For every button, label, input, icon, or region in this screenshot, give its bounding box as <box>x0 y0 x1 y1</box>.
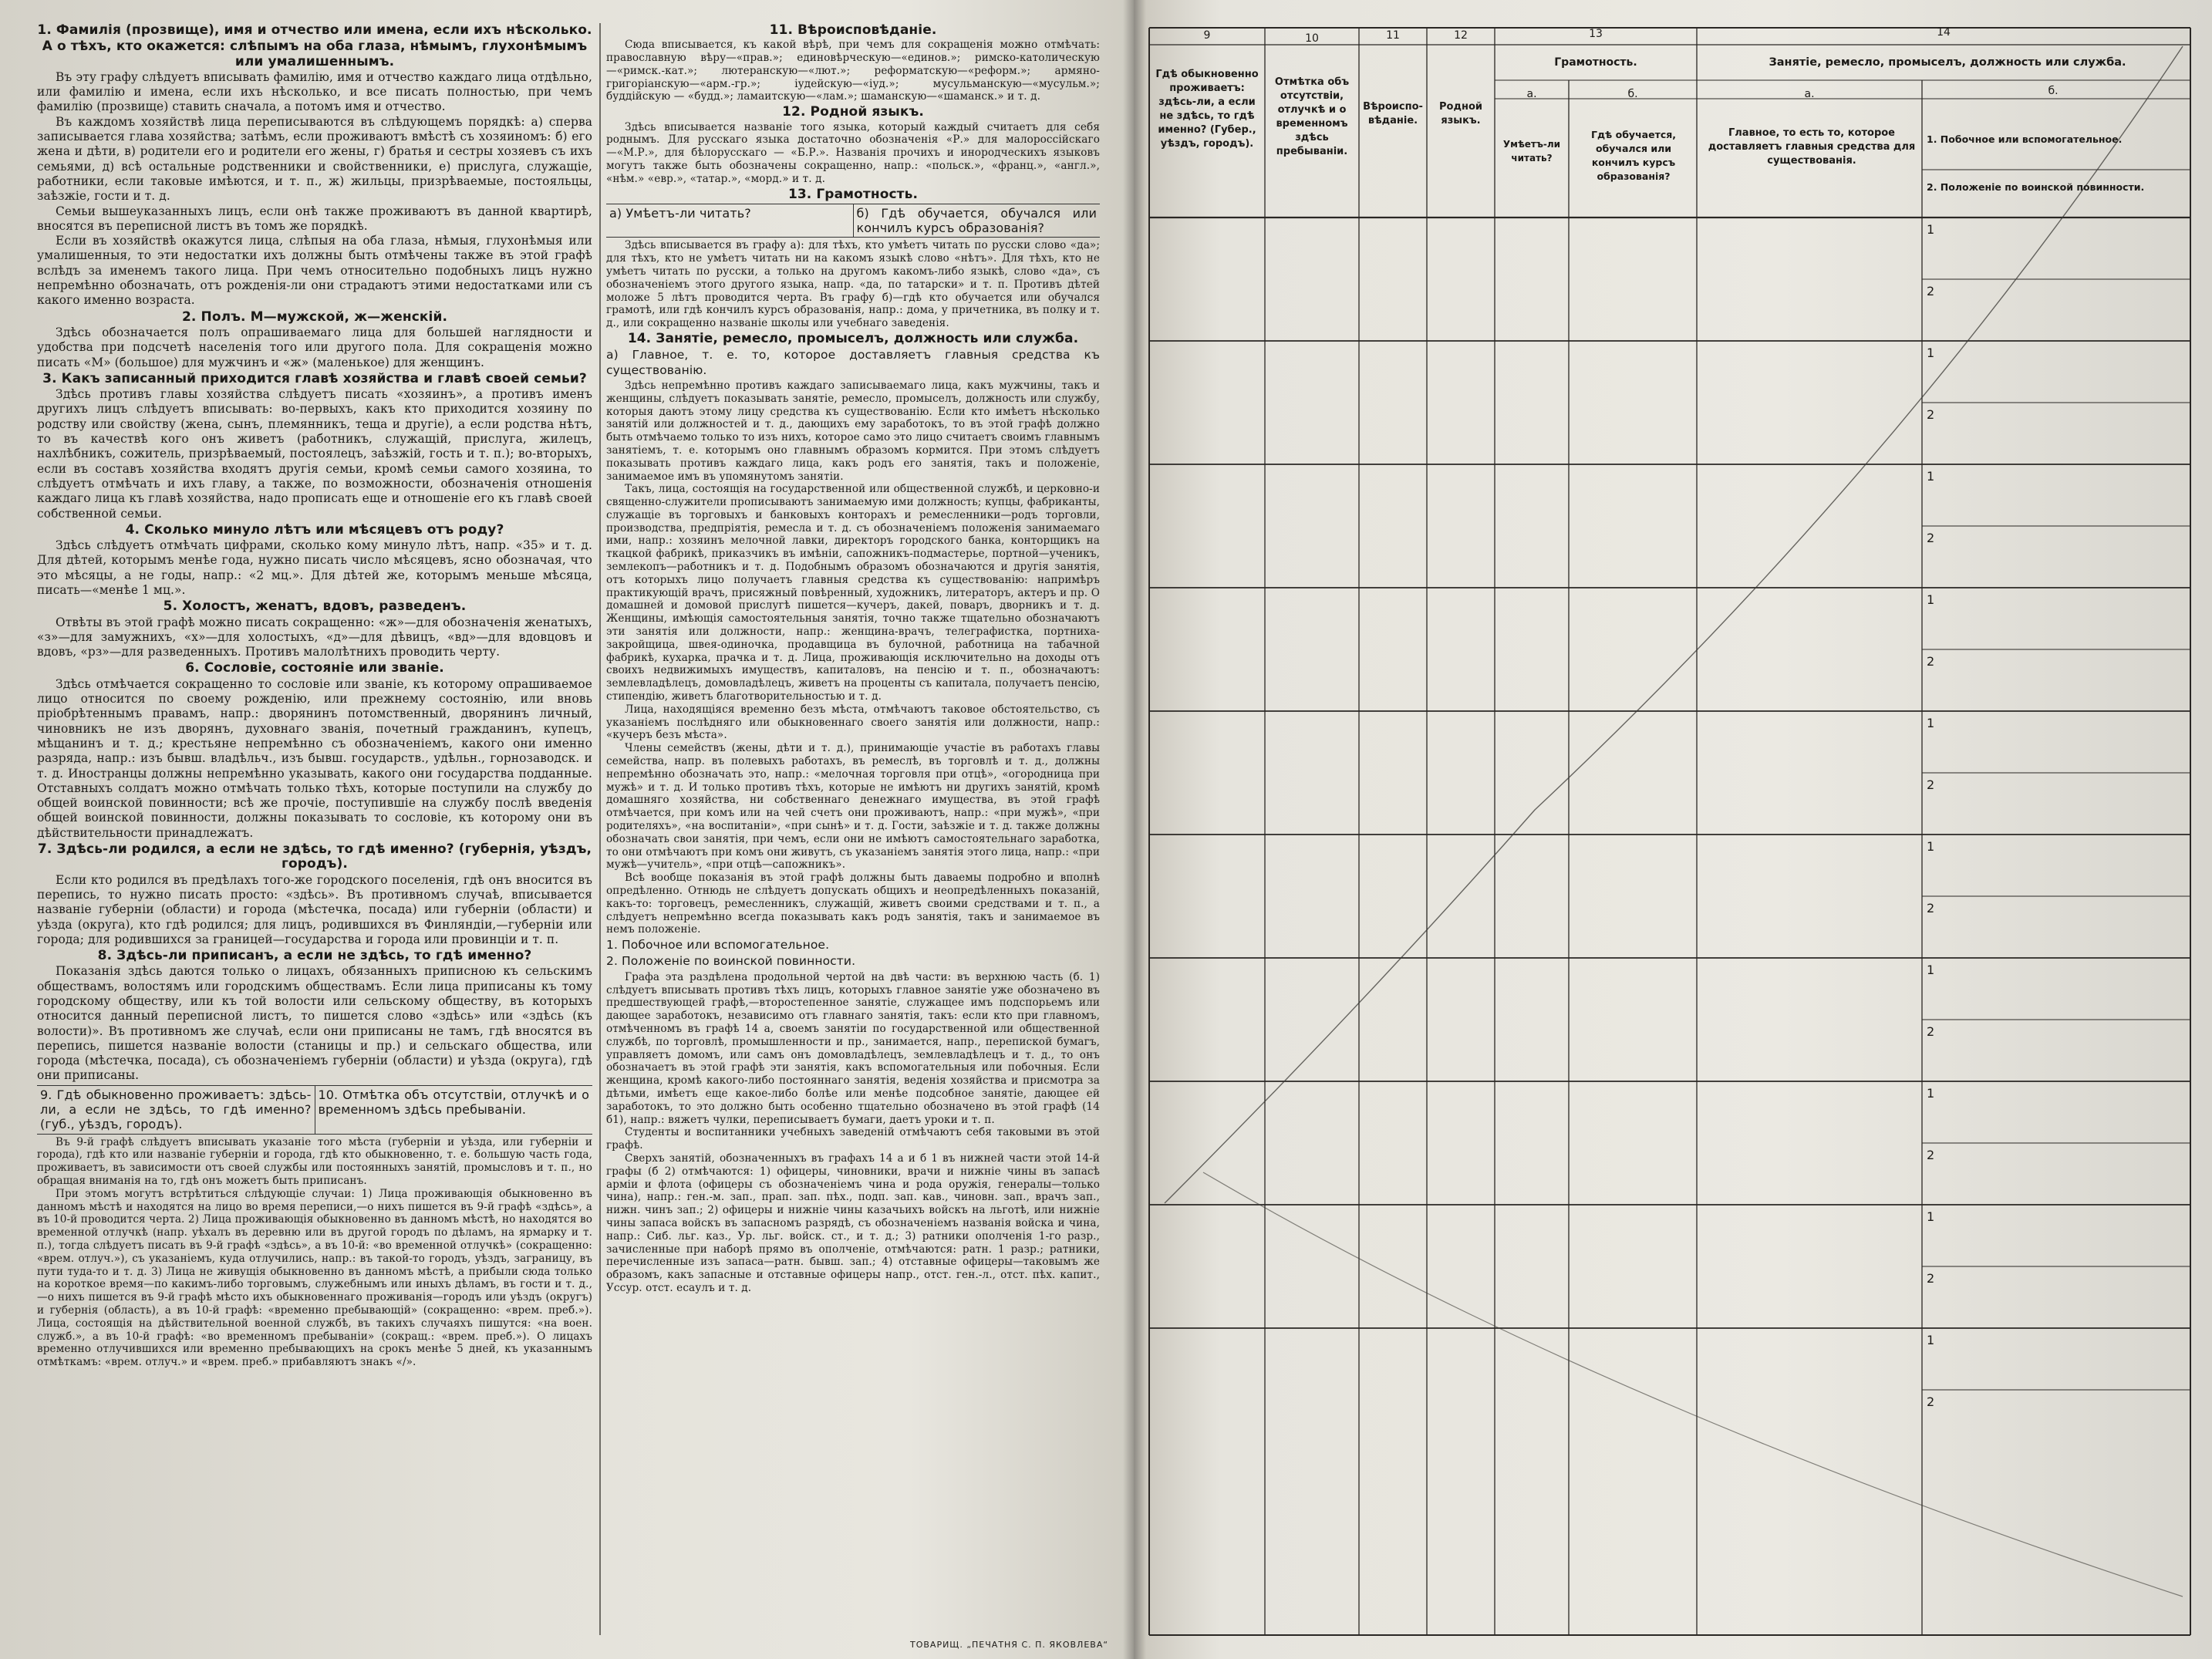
instructions-column-1 <box>37 22 592 1369</box>
section-14-text: Студенты и воспитанники учебныхъ заведеній отмѣчаютъ себя таковыми въ этой графѣ. <box>606 1126 1100 1152</box>
column-9-header: Гдѣ обыкновенно проживаетъ: здѣсь-ли, а если не здѣсь, то гдѣ именно? (Губер., уѣздъ, городъ). <box>1155 69 1259 150</box>
section-1-subheading: А о тѣхъ, кто окажется: слѣпымъ на оба глаза, нѣмымъ, глухонѣмымъ или умалишеннымъ. <box>42 39 588 69</box>
column-divider <box>599 23 601 1635</box>
section-5-heading: 5. Холостъ, женатъ, вдовъ, разведенъ. <box>163 599 467 615</box>
row-marker: 2 <box>1927 654 1935 669</box>
section-8-text: Показанія здѣсь даются только о лицахъ, обязанныхъ приписною къ сельскимъ обществамъ, волостямъ или городскимъ обществамъ. Если лица приписаны къ тому городскому обществу, или къ той волости или сельскому обществу, въ которыхъ относится данный переписной листъ, то пишется слово «здѣсь» или «здѣсь (къ волости)». Въ противномъ же случаѣ, если они приписаны не тамъ, гдѣ вносятся въ перепись, пишется названіе волости (станицы и пр.) и сельскаго общества, или города (мѣстечка, посада), съ обозначеніемъ губерніи (области) и уѣзда (округа), гдѣ они приписаны. <box>37 964 592 1083</box>
row-marker: 1 <box>1927 716 1935 730</box>
section-5-text: Отвѣты въ этой графѣ можно писать сокращенно: «ж»—для обозначенія женатыхъ, «з»—для замужнихъ, «х»—для холостыхъ, «д»—для дѣвицъ, «вд»—для вдовцовъ и вдовъ, «рз»—для разведенныхъ. Противъ малолѣтнихъ проводить черту. <box>37 615 592 659</box>
row-marker: 2 <box>1927 1394 1935 1409</box>
column-12-header: Родной языкъ. <box>1439 101 1482 126</box>
census-table-grid <box>1134 0 2212 1659</box>
column-13-header: Грамотность. <box>1554 56 1637 69</box>
section-12-heading: 12. Родной языкъ. <box>782 104 924 120</box>
column-13b-letter: б. <box>1627 88 1638 100</box>
census-table-page <box>1134 0 2212 1659</box>
section-14b2-heading: 2. Положеніе по воинской повинности. <box>606 954 856 969</box>
section-6-heading: 6. Сословіе, состояніе или званіе. <box>185 660 444 676</box>
section-4-heading: 4. Сколько минуло лѣтъ или мѣсяцевъ отъ роду? <box>125 521 504 538</box>
section-14-text: Члены семействъ (жены, дѣти и т. д.), принимающіе участіе въ работахъ главы семейства, напр. въ полевыхъ работахъ, въ ремеслѣ, въ торговлѣ и т. д., должны непремѣнно обозначать это, напр.: «мелочная торговля при отцѣ», «огородница при мужѣ» и т. д. И только противъ тѣхъ, которые не имѣютъ ни другихъ занятій, кромѣ домашняго хозяйства, ни собственнаго денежнаго имущества, въ этой графѣ отмѣчается, при комъ или на чей счетъ они проживаютъ, напр.: «при мужѣ», «при родителяхъ», «на воспитаніи», «при сынѣ» и т. д. Гости, заѣзжіе и т. д. также должны обозначать свои занятія, при чемъ, если они не имѣютъ самостоятельнаго заработка, то они отмѣчаютъ при комъ они живутъ, съ указаніемъ занятія этого лица, напр.: «при мужѣ—учитель», «при отцѣ—сапожникъ». <box>606 742 1100 872</box>
column-number-14: 14 <box>1937 26 1951 39</box>
column-14-header: Занятіе, ремесло, промыселъ, должность или служба. <box>1769 56 2126 69</box>
row-marker: 2 <box>1927 1148 1935 1162</box>
section-13-heading: 13. Грамотность. <box>787 186 919 202</box>
instructions-column-2 <box>606 22 1100 1295</box>
column-10-header: Отмѣтка объ отсутствіи, отлучкѣ и о временномъ здѣсь пребываніи. <box>1274 76 1350 157</box>
row-marker: 2 <box>1927 901 1935 915</box>
section-10-heading: 10. Отмѣтка объ отсутствіи, отлучкѣ и о временномъ здѣсь пребываніи. <box>318 1087 589 1118</box>
column-14a-header: Главное, то есть то, которое доставляетъ главныя средства для существованія. <box>1708 127 1916 167</box>
section-14-heading: 14. Занятіе, ремесло, промыселъ, должность или служба. <box>627 331 1079 347</box>
section-1-text: Въ каждомъ хозяйствѣ лица переписываются въ слѣдующемъ порядкѣ: а) сперва записывается глава хозяйства; затѣмъ, если проживаютъ вмѣстѣ съ хозяиномъ: б) его жена и дѣти, в) родители его и родители его жены, г) братья и сестры хозяевъ съ ихъ семьями, д) всѣ остальные родственники и свойственники, е) прислуга, служащіе, работники, если таковые имѣются, и т. п., ж) жильцы, призрѣваемые, постояльцы, заѣзжіе, гости и т. д. <box>37 114 592 204</box>
column-14b1-header: 1. Побочное или вспомогательное. <box>1927 133 2123 145</box>
column-14a-letter: а. <box>1804 88 1815 100</box>
column-13a-header: Умѣетъ-ли читать? <box>1502 139 1561 164</box>
row-marker: 1 <box>1927 963 1935 977</box>
section-1-text: Семьи вышеуказанныхъ лицъ, если онѣ также проживаютъ въ данной квартирѣ, вносятся въ переписной листъ въ томъ же порядкѣ. <box>37 204 592 233</box>
section-11-heading: 11. Вѣроисповѣданіе. <box>769 22 937 38</box>
section-13-text: Здѣсь вписывается въ графу а): для тѣхъ, кто умѣетъ читать по русски слово «да»; для тѣхъ, кто не умѣетъ читать ни на какомъ языкѣ слово «нѣтъ». Для тѣхъ, кто не умѣетъ читать по русски, а только на другомъ какомъ-либо языкѣ, слово «да», съ обозначеніемъ этого другого языка, напр. «да, по татарски» и т. п. Противъ дѣтей моложе 5 лѣтъ проводится черта. Въ графу б)—гдѣ кто обучается или обучался грамотѣ, или гдѣ кончилъ курсъ образованія, напр.: дома, у причетника, въ полку и т. д., или сокращенно названіе школы или учебнаго заведенія. <box>606 239 1100 330</box>
section-1-text: Въ эту графу слѣдуетъ вписывать фамилію, имя и отчество каждаго лица отдѣльно, или фамилію и имена, если ихъ нѣсколько, и все писать полностью, при чемъ фамилію (прозвище) ставить сначала, а потомъ имя и отчество. <box>37 69 592 114</box>
column-13a-letter: а. <box>1526 88 1537 100</box>
column-number-12: 12 <box>1454 29 1468 42</box>
row-marker: 2 <box>1927 284 1935 298</box>
section-6-text: Здѣсь отмѣчается сокращенно то сословіе или званіе, къ которому опрашиваемое лицо относится по своему рожденію, или прежнему состоянію, или вновь пріобрѣтеннымъ правамъ, напр.: дворянинъ потомственный, дворянинъ личный, чиновникъ не изъ дворянъ, духовнаго званія, почетный гражданинъ, купецъ, мѣщанинъ и т. д.; крестьяне непремѣнно съ обозначеніемъ, какого они именно разряда, напр.: изъ бывш. владѣльч., изъ бывш. государств., удѣльн., горнозаводск. и т. д. Иностранцы должны непремѣнно указывать, какого они государства подданные. Отставныхъ солдатъ можно отмѣчать только тѣхъ, которые поступили на службу до общей воинской повинности; всѣ же прочіе, поступившіе на службу послѣ введенія общей воинской повинности, должны показывать то сословіе, къ которому они въ дѣйствительности принадлежатъ. <box>37 676 592 840</box>
row-marker: 1 <box>1927 222 1935 237</box>
row-marker: 1 <box>1927 1333 1935 1347</box>
section-11-text: Сюда вписывается, къ какой вѣрѣ, при чемъ для сокращенія можно отмѣчать: православную вѣру—«прав.»; единовѣрческую—«единов.»; римско-католическую—«римск.-кат.»; лютеранскую—«лют.»; реформатскую—«реформ.»; армяно-григоріанскую—«арм.-гр.»; іудейскую—«іуд.»; мусульманскую—«мусульм.»; буддійскую — «будд.»; ламаитскую—«лам.»; шаманскую—«шаманск.» и т. д. <box>606 39 1100 103</box>
section-14-text: Сверхъ занятій, обозначенныхъ въ графахъ 14 а и б 1 въ нижней части этой 14-й графы (б 2) отмѣчаются: 1) офицеры, чиновники, врачи и нижніе чины въ запасѣ арміи и флота (офицеры съ обозначеніемъ чина и рода оружія, генералы—только чина), напр.: ген.-м. зап., прап. зап. пѣх., подп. зап. кав., чиновн. зап., врачъ зап., нижн. чинъ зап.; 2) офицеры и нижніе чины казачьихъ войскъ на льготѣ, или нижніе чины запаса войскъ въ запасномъ разрядѣ, съ обозначеніемъ названія войска и чина, напр.: Сиб. льг. каз., Ур. льг. войск. ст., и т. д.; 3) ратники ополченія 1-го разр., зачисленные при наборѣ прямо въ ополченіе, отмѣчаются: ратн. 1 разр.; ратники, перечисленные изъ запаса—ратн. бывш. зап.; 4) отставные офицеры—таковымъ же образомъ, какъ запасные и отставные офицеры напр., отст. ген.-л., отст. пѣх. капит., Уссур. отст. есаулъ и т. д. <box>606 1152 1100 1294</box>
section-14-text: Всѣ вообще показанія въ этой графѣ должны быть даваемы подробно и вполнѣ опредѣленно. Отнюдь не слѣдуетъ допускать общихъ и неопредѣленныхъ показаній, какъ-то: торговецъ, ремесленникъ, служащій, живетъ своими средствами и т. п., а слѣдуетъ непремѣнно всегда показывать какъ родъ занятія, такъ и занимаемое въ немъ положеніе. <box>606 872 1100 936</box>
section-1-text: Если въ хозяйствѣ окажутся лица, слѣпыя на оба глаза, нѣмыя, глухонѣмыя или умалишенныя, то эти недостатки ихъ должны быть отмѣчены также въ этой графѣ вслѣдъ за именемъ такого лица. При чемъ относительно подобныхъ лицъ нужно непремѣнно обозначать, отъ рожденія-ли они страдаютъ этими недостатками или съ какого именно возраста. <box>37 234 592 308</box>
row-marker: 1 <box>1927 1086 1935 1101</box>
column-11-header: Вѣроиспо-вѣданіе. <box>1363 101 1423 126</box>
section-9-text: При этомъ могутъ встрѣтиться слѣдующіе случаи: 1) Лица проживающія обыкновенно въ данномъ мѣстѣ и находятся на лицо во время переписи,—о нихъ пишется въ 9-й графѣ «здѣсь», а въ 10-й проводится черта. 2) Лица проживающія обыкновенно въ данномъ мѣстѣ, но находятся во временной отлучкѣ (напр. уѣхалъ въ деревню или въ другой городъ по дѣламъ, на ярмарку и т. п.), тогда слѣдуетъ писать въ 9-й графѣ «здѣсь», а въ 10-й: «во временной отлучкѣ» (сокращенно: «врем. отлуч.»), съ указаніемъ, куда отлучились, напр.: въ такой-то городъ, уѣздъ, заграницу, въ пути туда-то и т. д. 3) Лица не живущія обыкновенно въ данномъ мѣстѣ, а прибыли сюда только на короткое время—по какимъ-либо торговымъ, служебнымъ или иныхъ дѣламъ, въ гости и т. д.,—о нихъ пишется въ 9-й графѣ мѣсто ихъ обыкновеннаго проживанія—городъ или уѣздъ (округъ) и губернія (область), а въ 10-й графѣ: «временно пребывающій» (сокращенно: «врем. преб.»). Лица, состоящія на дѣйствительной военной службѣ, въ такихъ случаяхъ пишутся: «на воен. служб.», а въ 10-й графѣ: «во временномъ пребываніи» (сокращ.: «врем. преб.»). О лицахъ временно отлучившихся или временно пребывающихъ на срокъ менѣе 5 дней, къ указаннымъ отмѣткамъ: «врем. отлуч.» и «врем. преб.» прибавляютъ знакъ «/». <box>37 1187 592 1369</box>
column-14b2-header: 2. Положеніе по воинской повинности. <box>1927 181 2145 193</box>
section-4-text: Здѣсь слѣдуетъ отмѣчать цифрами, сколько кому минуло лѣтъ, напр. «35» и т. д. Для дѣтей, которымъ менѣе года, нужно писать число мѣсяцевъ, ясно обозначая, что это мѣсяцы, а не годы, напр.: «2 мц.». Для дѣтей же, которымъ меньше мѣсяца, писать—«менѣе 1 мц.». <box>37 538 592 597</box>
row-marker: 1 <box>1927 839 1935 854</box>
section-7-text: Если кто родился въ предѣлахъ того-же городского поселенія, гдѣ онъ вносится въ перепись, то нужно писать просто: «здѣсь». Въ противномъ случаѣ, вписывается названіе губерніи (области) и города (мѣстечка, посада) или губерніи (области) и уѣзда (округа), кто гдѣ родился; для лицъ, родившихся въ Финляндіи,—губерніи или города; для родившихся за границей—государства и города или провинціи и т. п. <box>37 872 592 946</box>
pencil-diagonal-stroke <box>1165 46 2183 1203</box>
column-number-9: 9 <box>1203 29 1211 42</box>
section-14-text: Здѣсь непремѣнно противъ каждаго записываемаго лица, какъ мужчины, такъ и женщины, слѣдуетъ показывать занятіе, ремесло, промыселъ, должность или службу, которыя даютъ этому лицу средства къ существованію. Если кто имѣетъ нѣсколько занятій или должностей и т. д., дающихъ ему заработокъ, то въ этой графѣ должно быть отмѣчаемо только то изъ нихъ, которое само это лицо считаетъ своимъ главнымъ занятіемъ, т. е. которымъ оно главнымъ образомъ кормится. При этомъ слѣдуетъ показывать противъ каждаго лица, какъ родъ его занятія, такъ и положеніе, занимаемое имъ въ упомянутомъ занятіи. <box>606 379 1100 483</box>
section-14-text: Такъ, лица, состоящія на государственной или общественной службѣ, и церковно-и священно-служители прописываютъ занимаемую ими должность; купцы, фабриканты, служащіе въ торговыхъ и банковыхъ конторахъ и ремесленники—родъ торговли, производства, предпріятія, ремесла и т. д. съ обозначеніемъ положенія занимаемаго ими, напр.: хозяинъ мелочной лавки, директоръ городского банка, конторщикъ на ткацкой фабрикѣ, приказчикъ въ имѣніи, сапожникъ-подмастерье, портной—ученикъ, землекопъ—работникъ и т. д. Подобнымъ образомъ обозначаются и другія занятія, отъ которыхъ лицо получаетъ главныя средства къ существованію: напримѣръ практикующій врачъ, присяжный повѣренный, художникъ, литераторъ, актеръ и пр. О домашней и домовой прислугѣ пишется—кучеръ, дакей, поваръ, дворникъ и т. д. Женщины, имѣющія самостоятельныя занятія, точно также тщательно обозначаютъ эти занятія или должности, напр.: женщина-врачъ, телеграфистка, портниха-закройщица, швея-одиночка, продавщица въ булочной, работница на табачной фабрикѣ, кухарка, прачка и т. д. Лица, проживающія исключительно на доходы отъ своихъ недвижимыхъ имуществъ, капиталовъ, на пенсію и т. п., обозначаютъ: землевладѣлецъ, домовладѣлецъ, живетъ на проценты съ капитала, получаетъ пенсію, стипендію, живетъ благотворительностью и т. д. <box>606 483 1100 703</box>
row-marker: 2 <box>1927 1024 1935 1039</box>
row-marker: 2 <box>1927 407 1935 422</box>
row-marker: 1 <box>1927 469 1935 484</box>
section-2-heading: 2. Полъ. М—мужской, ж—женскій. <box>181 309 448 325</box>
book-spine-shadow <box>1123 0 1146 1659</box>
row-marker: 1 <box>1927 346 1935 360</box>
section-3-text: Здѣсь противъ главы хозяйства слѣдуетъ писать «хозяинъ», а противъ именъ другихъ лицъ слѣдуетъ вписывать: во-первыхъ, какъ кто приходится хозяину по родству или свойству (жена, сынъ, племянникъ, теща и другіе), а если родства нѣтъ, то въ качествѣ кого онъ живетъ (работникъ, служащій, прислуга, жилецъ, нахлѣбникъ, сожитель, призрѣваемый, постоялецъ, заѣзжій, гость и т. п.); во-вторыхъ, если въ составъ хозяйства входятъ другія семьи, кромѣ семьи самого хозяина, то слѣдуетъ отмѣчать и ихъ главу, а также, по возможности, обозначенія отношенія каждаго лица къ главѣ хозяйства, надо прописать еще и отношеніе его къ главѣ своей собственной семьи. <box>37 387 592 521</box>
row-marker: 1 <box>1927 1209 1935 1224</box>
section-2-text: Здѣсь обозначается полъ опрашиваемаго лица для большей наглядности и удобства при подсчетѣ населенія того или другого пола. Для сокращенія можно писать «М» (большое) для мужчинъ и «ж» (маленькое) для женщинъ. <box>37 325 592 369</box>
pencil-diagonal-stroke <box>1203 1172 2183 1597</box>
section-12-text: Здѣсь вписывается названіе того языка, который каждый считаетъ для себя роднымъ. Для русскаго языка достаточно обозначенія «Р.» для малороссійскаго—«М.Р.», для бѣлорусскаго — «Б.Р.». Названія прочихъ и инородческихъ языковъ могутъ также быть обозначены сокращенно, напр.: «польск.», «франц.», «англ.», «нѣм.» «евр.», «татар.», «морд.» и т. д. <box>606 120 1100 185</box>
section-13-subheadings <box>606 204 1100 238</box>
column-number-10: 10 <box>1305 32 1319 45</box>
row-marker: 2 <box>1927 777 1935 792</box>
column-13b-header: Гдѣ обучается, обучался или кончилъ курсъ образованія? <box>1591 129 1676 182</box>
section-8-heading: 8. Здѣсь-ли приписанъ, а если не здѣсь, то гдѣ именно? <box>97 948 532 964</box>
column-number-13: 13 <box>1589 28 1603 40</box>
section-3-heading: 3. Какъ записанный приходится главѣ хозяйства и главѣ своей семьи? <box>42 370 587 386</box>
section-14-text: Графа эта раздѣлена продольной чертой на двѣ части: въ верхнюю часть (б. 1) слѣдуетъ вписывать противъ тѣхъ лицъ, которыхъ главное занятіе уже обозначено въ предшествующей графѣ,—второстепенное занятіе, служащее имъ подспорьемъ или дающее заработокъ, независимо отъ главнаго занятія, такъ: если кто при главномъ, отмѣченномъ въ графѣ 14 а, своемъ занятіи по государственной или общественной службѣ, по торговлѣ, промышленности и пр., занимается, напр., перепиской бумагъ, управляетъ домомъ, или самъ онъ домовладѣлецъ, землевладѣлецъ и т. д., то онъ обозначаетъ въ этой графѣ эти занятія, какъ вспомогательныя или побочныя. Если женщина, кромѣ какого-либо постояннаго занятія, веденія хозяйства и присмотра за дѣтьми, имѣетъ еще какое-либо болѣе или менѣе подсобное занятіе, дающее ей заработокъ, то это должно быть особенно тщательно обозначено въ этой графѣ (14 б1), напр.: вяжетъ чулки, переписываетъ бумаги, даетъ уроки и т. п. <box>606 970 1100 1126</box>
column-number-11: 11 <box>1386 29 1400 42</box>
section-9-10-heading <box>37 1085 592 1135</box>
section-13a-heading: а) Умѣетъ-ли читать? <box>606 204 854 238</box>
section-14b1-heading: 1. Побочное или вспомогательное. <box>606 938 830 953</box>
row-marker: 1 <box>1927 592 1935 607</box>
section-13b-heading: б) Гдѣ обучается, обучался или кончилъ курсъ образованія? <box>856 205 1097 236</box>
column-14b-letter: б. <box>2048 85 2059 97</box>
section-14a-heading: а) Главное, т. е. то, которое доставляетъ главныя средства къ существованію. <box>606 348 1100 377</box>
section-9-text: Въ 9-й графѣ слѣдуетъ вписывать указаніе того мѣста (губерніи и уѣзда, или губерніи и города), гдѣ кто или названіе губерніи и города, гдѣ кто обыкновенно, т. е. большую часть года, проживаетъ, въ зависимости отъ своей службы или постоянныхъ занятій, промысловъ и т. п., но обращая вниманія на то, гдѣ онъ можетъ быть приписанъ. <box>37 1135 592 1188</box>
row-marker: 2 <box>1927 1271 1935 1286</box>
section-1-heading: 1. Фамилія (прозвище), имя и отчество или имена, если ихъ нѣсколько. <box>37 22 592 38</box>
row-marker: 2 <box>1927 531 1935 545</box>
section-7-heading: 7. Здѣсь-ли родился, а если не здѣсь, то гдѣ именно? (губернія, уѣздъ, городъ). <box>37 841 592 872</box>
section-9-heading: 9. Гдѣ обыкновенно проживаетъ: здѣсь-ли, а если не здѣсь, то гдѣ именно? (губ., уѣздъ, городъ). <box>37 1086 315 1134</box>
printer-mark: ТОВАРИЩ. „ПЕЧАТНЯ С. П. ЯКОВЛЕВА“ <box>910 1640 1109 1650</box>
section-14-text: Лица, находящіяся временно безъ мѣста, отмѣчаютъ таковое обстоятельство, съ указаніемъ послѣдняго или обыкновеннаго своего занятія или должности, напр.: «кучеръ безъ мѣста». <box>606 703 1100 742</box>
